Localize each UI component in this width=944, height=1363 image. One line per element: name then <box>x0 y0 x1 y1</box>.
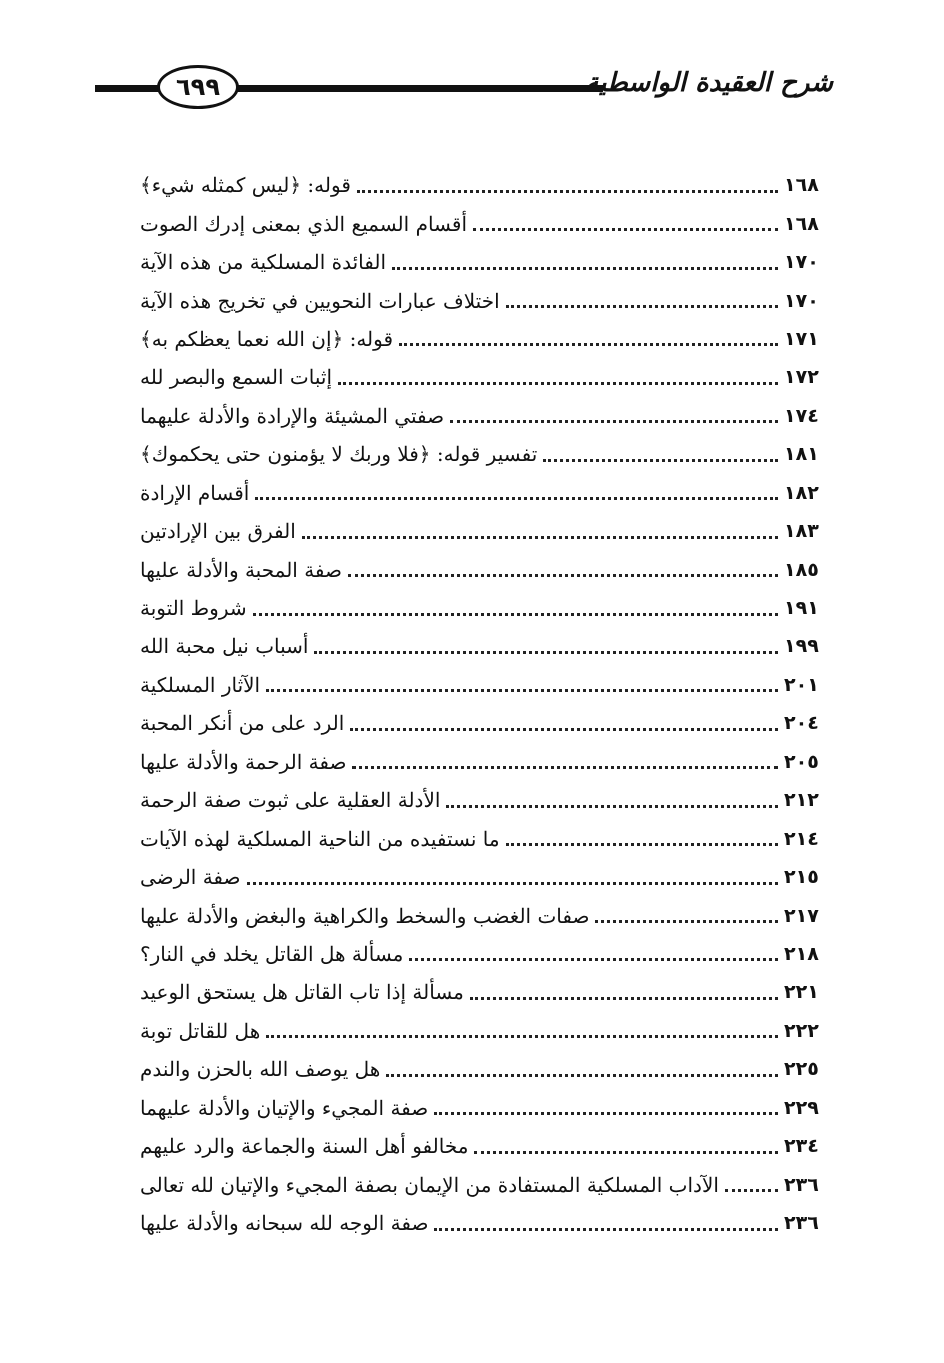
toc-entry-title: الأدلة العقلية على ثبوت صفة الرحمة <box>140 788 441 813</box>
toc-entry-title: صفات الغضب والسخط والكراهية والبغض والأدلة عليها <box>140 903 590 928</box>
toc-entry-page: ٢٢٥ <box>784 1058 819 1081</box>
toc-entry <box>132 358 832 396</box>
dot-leader <box>473 228 778 231</box>
dot-leader <box>348 574 778 577</box>
toc-entry-page: ٢٣٦ <box>784 1212 819 1235</box>
running-header <box>95 60 833 122</box>
dot-leader <box>409 958 778 961</box>
toc-entry-title: هل يوصف الله بالحزن والندم <box>140 1057 381 1082</box>
toc-entry-page: ٢١٤ <box>784 827 819 850</box>
toc-entry <box>132 166 832 204</box>
toc-entry-page: ١٧٢ <box>784 366 819 389</box>
toc-entry-page: ١٧٤ <box>784 404 819 427</box>
toc-entry-title: صفة الرضى <box>140 865 241 890</box>
toc-entry-title: مسألة هل القاتل يخلد في النار؟ <box>140 941 404 966</box>
toc-entry <box>132 743 832 781</box>
dot-leader <box>434 1112 778 1115</box>
toc-entry-title: أقسام الإرادة <box>140 480 250 505</box>
toc-entry <box>132 320 832 358</box>
toc-entry-page: ٢٠١ <box>784 673 819 696</box>
toc-entry-title: الآثار المسلكية <box>140 672 261 697</box>
toc-entry-page: ٢٠٥ <box>784 750 819 773</box>
toc-entry <box>132 243 832 281</box>
dot-leader <box>392 267 778 270</box>
toc-entry-title: هل للقاتل توبة <box>140 1018 261 1043</box>
toc-entry-page: ١٩٩ <box>784 635 819 658</box>
toc-entry-title: صفة الوجه لله سبحانه والأدلة عليها <box>140 1211 429 1236</box>
dot-leader <box>725 1189 778 1192</box>
dot-leader <box>399 343 778 346</box>
dot-leader <box>386 1074 778 1077</box>
dot-leader <box>350 728 778 731</box>
toc-entry-title: إثبات السمع والبصر لله <box>140 365 333 390</box>
toc-entry <box>132 1050 832 1088</box>
toc-entry <box>132 627 832 665</box>
dot-leader <box>255 497 778 500</box>
toc-entry <box>132 704 832 742</box>
toc-entry-title: قوله: ﴿ليس كمثله شيء﴾ <box>140 173 351 198</box>
toc-entry <box>132 858 832 896</box>
dot-leader <box>247 882 778 885</box>
toc-entry-title: ما نستفيده من الناحية المسلكية لهذه الآيات <box>140 826 500 851</box>
toc-entry-page: ١٨٢ <box>784 481 819 504</box>
page-number-badge <box>157 65 239 109</box>
page-number: ٦٩٩ <box>176 73 220 101</box>
toc-entry <box>132 896 832 934</box>
toc-entry <box>132 1165 832 1203</box>
toc-entry <box>132 666 832 704</box>
toc-entry-page: ٢٢١ <box>784 981 819 1004</box>
toc-entry-title: قوله: ﴿إن الله نعما يعظكم به﴾ <box>140 326 394 351</box>
dot-leader <box>446 805 778 808</box>
toc-entry <box>132 819 832 857</box>
toc-entry-page: ١٦٨ <box>784 174 819 197</box>
toc-entry-title: أقسام السميع الذي بمعنى إدرك الصوت <box>140 211 468 236</box>
toc-entry <box>132 512 832 550</box>
toc-entry-title: الفرق بين الإرادتين <box>140 519 296 544</box>
dot-leader <box>266 1035 778 1038</box>
dot-leader <box>543 459 778 462</box>
toc-entry-page: ١٩١ <box>784 597 819 620</box>
toc-entry-title: شروط التوبة <box>140 596 247 621</box>
toc-entry-title: الرد على من أنكر المحبة <box>140 711 345 736</box>
dot-leader <box>266 689 778 692</box>
dot-leader <box>595 920 778 923</box>
dot-leader <box>450 420 778 423</box>
toc-entry <box>132 1012 832 1050</box>
toc-entry-title: مخالفو أهل السنة والجماعة والرد عليهم <box>140 1134 469 1159</box>
dot-leader <box>506 305 778 308</box>
toc-entry-title: صفة المحبة والأدلة عليها <box>140 557 343 582</box>
toc-entry-page: ١٦٨ <box>784 212 819 235</box>
toc-entry-title: أسباب نيل محبة الله <box>140 634 309 659</box>
header-rule-left <box>95 85 161 92</box>
toc-entry <box>132 550 832 588</box>
toc-entry <box>132 935 832 973</box>
toc-entry-page: ٢١٨ <box>784 942 819 965</box>
dot-leader <box>352 766 778 769</box>
toc-entry <box>132 435 832 473</box>
toc-entry-page: ٢١٥ <box>784 866 819 889</box>
toc-entry-page: ٢٢٢ <box>784 1019 819 1042</box>
toc-entry-page: ٢٢٩ <box>784 1096 819 1119</box>
toc-entry-title: اختلاف عبارات النحويين في تخريج هذه الآية <box>140 288 500 313</box>
book-title: شرح العقيدة الواسطية <box>585 68 833 98</box>
dot-leader <box>253 613 778 616</box>
toc-entry-title: الفائدة المسلكية من هذه الآية <box>140 250 387 275</box>
toc-entry <box>132 204 832 242</box>
toc-entry-title: مسألة إذا تاب القاتل هل يستحق الوعيد <box>140 980 464 1005</box>
toc-entry-page: ١٨٥ <box>784 558 819 581</box>
toc-entry <box>132 281 832 319</box>
dot-leader <box>338 382 778 385</box>
toc-entry-page: ٢١٢ <box>784 789 819 812</box>
toc-entry-page: ٢١٧ <box>784 904 819 927</box>
toc-entry-page: ١٧٠ <box>784 289 819 312</box>
dot-leader <box>506 843 778 846</box>
toc-entry-page: ٢٠٤ <box>784 712 819 735</box>
toc-entry-title: تفسير قوله: ﴿فلا وربك لا يؤمنون حتى يحكموك﴾ <box>140 442 538 467</box>
dot-leader <box>357 190 778 193</box>
toc-entry <box>132 397 832 435</box>
toc-entry-page: ١٨٣ <box>784 520 819 543</box>
toc-entry <box>132 781 832 819</box>
dot-leader <box>474 1151 778 1154</box>
toc-entry-title: صفة الرحمة والأدلة عليها <box>140 749 347 774</box>
dot-leader <box>470 997 778 1000</box>
toc-entry-title: صفة المجيء والإتيان والأدلة عليهما <box>140 1095 429 1120</box>
toc-entry <box>132 474 832 512</box>
header-rule-middle <box>233 85 603 92</box>
dot-leader <box>314 651 778 654</box>
toc-entry-page: ١٨١ <box>784 443 819 466</box>
table-of-contents <box>132 166 832 1242</box>
toc-entry <box>132 1204 832 1242</box>
toc-entry <box>132 1127 832 1165</box>
toc-entry <box>132 973 832 1011</box>
toc-entry-page: ١٧١ <box>784 327 819 350</box>
toc-entry-title: صفتي المشيئة والإرادة والأدلة عليهما <box>140 403 445 428</box>
dot-leader <box>434 1228 778 1231</box>
toc-entry-page: ١٧٠ <box>784 251 819 274</box>
toc-entry-title: الآداب المسلكية المستفادة من الإيمان بصفة المجيء والإتيان لله تعالى <box>140 1172 719 1197</box>
toc-entry <box>132 589 832 627</box>
toc-entry-page: ٢٣٤ <box>784 1135 819 1158</box>
toc-entry-page: ٢٣٦ <box>784 1173 819 1196</box>
toc-entry <box>132 1089 832 1127</box>
dot-leader <box>302 536 778 539</box>
